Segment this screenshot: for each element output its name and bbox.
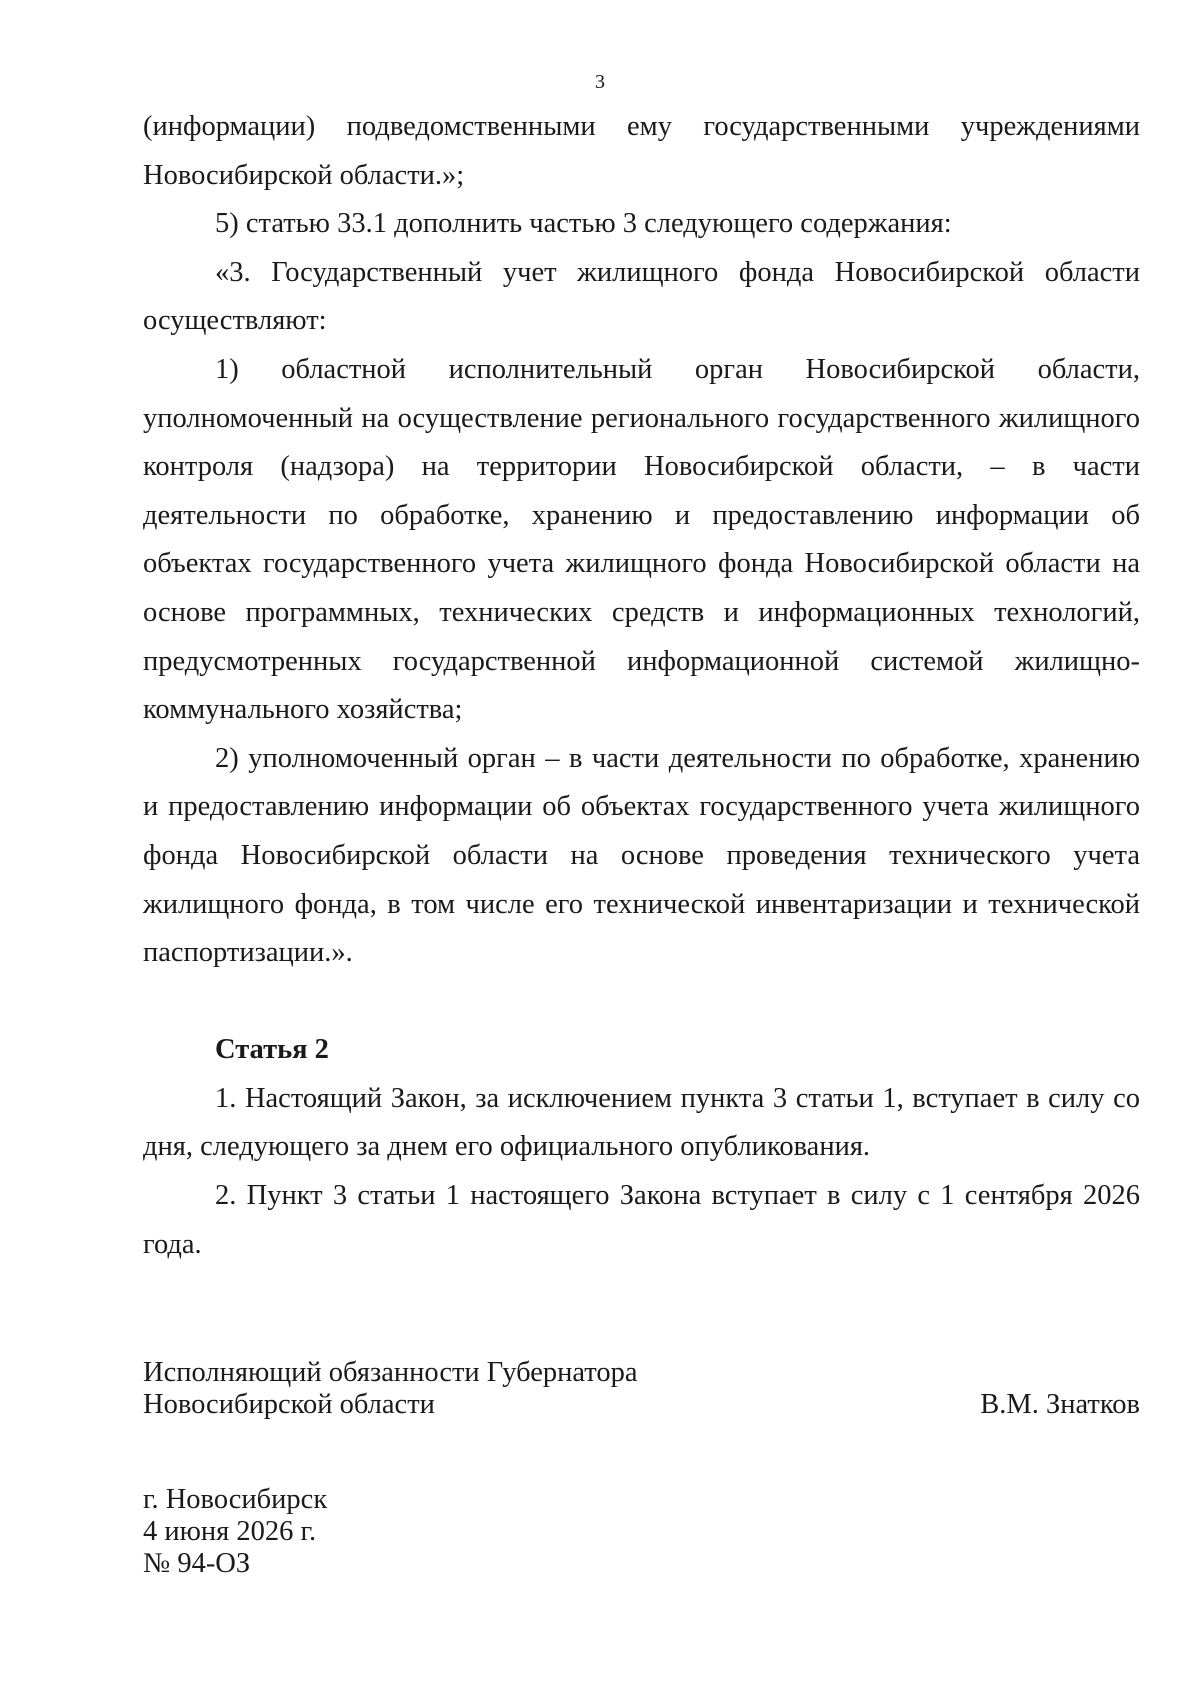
page-number: 3 [595, 71, 605, 93]
article-2-clause-1: 1. Настоящий Закон, за исключением пункта 3 статьи 1, вступает в силу со дня, следующего за днем его официального опубликования. [143, 1082, 1140, 1163]
article-2-clause-2: 2. Пункт 3 статьи 1 настоящего Закона вступает в силу с 1 сентября 2026 года. [143, 1180, 1140, 1260]
law-date: 4 июня 2026 г. [143, 1516, 317, 1547]
signer-name: В.М. Знатков [980, 1389, 1140, 1420]
place-city: г. Новосибирск [143, 1484, 328, 1515]
document-body [143, 103, 1140, 1269]
paragraph-continuation: (информации) подведомственными ему государственными учреждениями Новосибирской области.»; [143, 111, 1140, 191]
paragraph-item-2: 2) уполномоченный орган – в части деятельности по обработке, хранению и предоставлению информации об объектах государственного учета жилищного фонда Новосибирской области на основе проведения технического учета жилищного фонда, в том числе его технической инвентаризации и технической паспортизации.». [143, 742, 1140, 969]
signature-row [143, 1389, 1140, 1421]
paragraph-part-3: «3. Государственный учет жилищного фонда Новосибирской области осуществляют: [143, 256, 1140, 337]
signer-position-line2: Новосибирской области [143, 1389, 435, 1420]
place-date-block [143, 1484, 327, 1580]
paragraph-amendment-5: 5) статью 33.1 дополнить частью 3 следующего содержания: [215, 208, 952, 240]
paragraph-item-1: 1) областной исполнительный орган Новосибирской области, уполномоченный на осуществление регионального государственного жилищного контроля (надзора) на территории Новосибирской области, – в части деятельности по обработке, хранению и предоставлению информации об объектах государственного учета жилищного фонда Новосибирской области на основе программных, технических средств и информационных технологий, предусмотренных государственной информационной системой жилищно-коммунального хозяйства; [143, 353, 1140, 726]
section-spacer [143, 978, 1140, 1027]
article-title: Статья 2 [215, 1034, 329, 1066]
law-number: № 94-ОЗ [143, 1548, 251, 1579]
signer-position-line1: Исполняющий обязанности Губернатора [143, 1357, 638, 1388]
signature-block [143, 1357, 1140, 1421]
